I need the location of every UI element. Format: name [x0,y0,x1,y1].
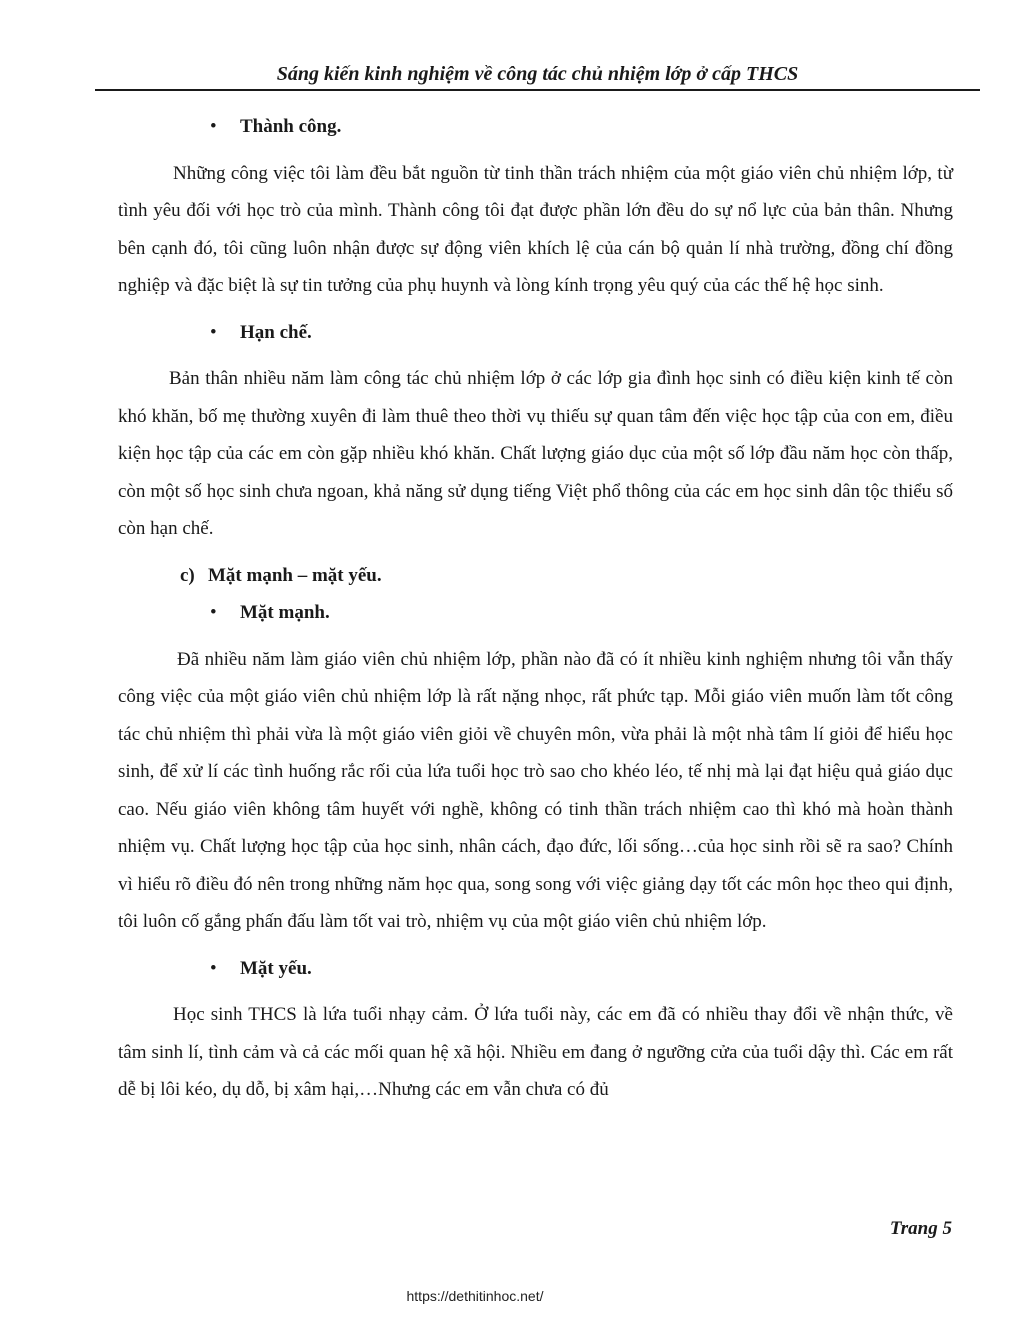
paragraph-strength: Đã nhiều năm làm giáo viên chủ nhiệm lớp, phần nào đã có ít nhiều kinh nghiệm nhưng tôi vẫn thấy công việc của một giáo viên chủ nhiệm lớp là rất nặng nhọc, rất phức tạp. Mỗi giáo viên muốn làm tốt công tác chủ nhiệm thì phải vừa là một giáo viên giỏi về chuyên môn, vừa phải là một nhà tâm lí giỏi để hiểu học sinh, để xử lí các tình huống rắc rối của lứa tuổi học trò sao cho khéo léo, tế nhị mà lại đạt hiệu quả giáo dục cao. Nếu giáo viên không tâm huyết với nghề, không có tinh thần trách nhiệm cao thì khó mà hoàn thành nhiệm vụ. Chất lượng học tập của học sinh, nhân cách, đạo đức, lối sống…của học sinh rồi sẽ ra sao? Chính vì hiểu rõ điều đó nên trong những năm học qua, song song với việc giảng dạy tốt các môn học theo qui định, tôi luôn cố gắng phấn đấu làm tốt vai trò, nhiệm vụ của một giáo viên chủ nhiệm lớp. [118,648,953,932]
page-number: Trang 5 [889,1218,952,1239]
bullet-dot: • [210,602,217,623]
bullet-heading-success [118,108,953,146]
section-marker: c) [180,564,195,586]
bullet-label: Thành công. [240,116,342,137]
bullet-dot: • [210,321,217,343]
paragraph-success: Những công việc tôi làm đều bắt nguồn từ tinh thần trách nhiệm của một giáo viên chủ nhiệm lớp, từ tình yêu đối với học trò của mình. Thành công tôi đạt được phần lớn đều do sự nổ lực của bản thân. Nhưng bên cạnh đó, tôi cũng luôn nhận được sự động viên khích lệ của cán bộ quản lí nhà trường, đồng chí đồng nghiệp và đặc biệt là sự tin tưởng của phụ huynh và lòng kính trọng yêu quý của các thế hệ học sinh. [118,162,953,296]
paragraph-limitation: Bản thân nhiều năm làm công tác chủ nhiệm lớp ở các lớp gia đình học sinh có điều kiện kinh tế còn khó khăn, bố mẹ thường xuyên đi làm thuê theo thời vụ thiếu sự quan tâm đến việc học tập của con em, điều kiện học tập của các em còn gặp nhiều khó khăn. Chất lượng giáo dục của một số lớp đầu năm học còn thấp, còn một số học sinh chưa ngoan, khả năng sử dụng tiếng Việt phổ thông của các em học sinh dân tộc thiểu số còn hạn chế. [118,368,953,539]
bullet-label: Mặt yếu. [240,957,312,979]
document-body [118,108,953,1109]
document-header-title: Sáng kiến kinh nghiệm về công tác chủ nhiệm lớp ở cấp THCS [276,63,799,85]
bullet-heading-strength [118,594,953,632]
paragraph-weakness: Học sinh THCS là lứa tuổi nhạy cảm. Ở lứa tuổi này, các em đã có nhiều thay đổi về nhận thức, về tâm sinh lí, tình cảm và cả các mối quan hệ xã hội. Nhiều em đang ở ngưỡng cửa của tuổi dậy thì. Các em rất dễ bị lôi kéo, dụ dỗ, bị xâm hại,…Nhưng các em vẫn chưa có đủ [118,1004,953,1100]
footer-url-link[interactable]: https://dethitinhoc.net/ [406,1288,544,1304]
header-divider [95,89,980,91]
bullet-heading-limitation [118,314,953,352]
bullet-label: Hạn chế. [240,321,312,343]
bullet-dot: • [210,957,217,979]
section-title: Mặt mạnh – mặt yếu. [208,564,382,586]
section-heading-c [118,557,953,595]
bullet-heading-weakness [118,950,953,988]
bullet-label: Mặt mạnh. [240,602,330,623]
bullet-dot: • [210,116,217,137]
